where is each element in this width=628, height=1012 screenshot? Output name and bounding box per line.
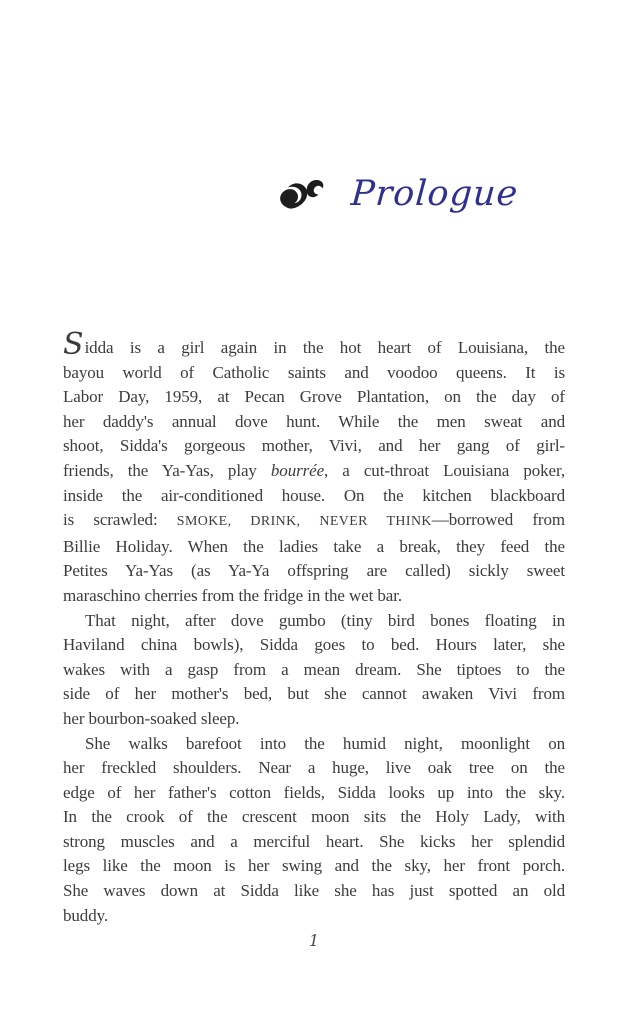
- text-segment: edge of her father's cotton fields, Sidda looks up into the sky.: [63, 782, 565, 802]
- text-line: [63, 854, 565, 879]
- text-segment: buddy.: [63, 905, 109, 925]
- text-segment: shoot, Sidda's gorgeous mother, Vivi, and her gang of girl-: [63, 436, 565, 456]
- text-segment: She walks barefoot into the humid night, moonlight on: [85, 733, 565, 753]
- text-segment: her daddy's annual dove hunt. While the men sweat and: [63, 411, 565, 431]
- italic-text: bourrée: [270, 460, 325, 480]
- chapter-title: Prologue: [349, 174, 520, 214]
- text-segment: Haviland china bowls), Sidda goes to bed. Hours later, she: [63, 635, 565, 655]
- text-segment: That night, after dove gumbo (tiny bird bones floating in: [85, 610, 565, 630]
- text-line: [63, 484, 565, 509]
- text-line: [63, 682, 565, 707]
- text-line: [63, 459, 565, 484]
- text-line: [63, 385, 565, 410]
- text-segment: legs like the moon is her swing and the sky, her front porch.: [63, 856, 565, 876]
- text-line: [63, 732, 565, 757]
- text-line: [63, 904, 565, 929]
- paragraph: [63, 609, 565, 732]
- paragraph: [63, 732, 565, 929]
- text-line: [63, 879, 565, 904]
- text-segment: Petites Ya-Yas (as Ya-Ya offspring are called) sickly sweet: [63, 561, 565, 581]
- text-segment: her bourbon-soaked sleep.: [63, 708, 240, 728]
- text-line: [63, 707, 565, 732]
- fleuron-leaf-ornament-icon: [277, 177, 325, 215]
- text-segment: bayou world of Catholic saints and voodoo queens. It is: [63, 362, 565, 382]
- text-line: [63, 559, 565, 584]
- text-line: [63, 609, 565, 634]
- text-line: [63, 633, 565, 658]
- text-segment: friends, the Ya-Yas, play: [63, 460, 271, 480]
- text-segment: strong muscles and a merciful heart. She kicks her splendid: [63, 831, 565, 851]
- text-segment: idda is a girl again in the hot heart of Louisiana, the: [84, 338, 565, 357]
- text-line: [63, 508, 565, 535]
- chapter-header: [0, 163, 518, 225]
- page-number: 1: [308, 931, 320, 950]
- text-line: [63, 830, 565, 855]
- text-segment: her freckled shoulders. Near a huge, live oak tree on the: [63, 758, 565, 778]
- text-segment: maraschino cherries from the fridge in the wet bar.: [63, 585, 403, 605]
- text-segment: In the crook of the crescent moon sits the Holy Lady, with: [63, 807, 565, 827]
- text-line: [63, 327, 565, 362]
- drop-cap-initial: S: [63, 327, 84, 362]
- text-segment: is scrawled:: [63, 510, 177, 530]
- body-text: [63, 327, 565, 928]
- text-segment: She waves down at Sidda like she has just spotted an old: [63, 881, 565, 901]
- text-line: [63, 781, 565, 806]
- text-line: [63, 805, 565, 830]
- text-segment: , a cut-throat Louisiana poker,: [324, 460, 565, 480]
- text-line: [63, 535, 565, 560]
- text-line: [63, 658, 565, 683]
- text-segment: wakes with a gasp from a mean dream. She tiptoes to the: [63, 659, 565, 679]
- text-line: [63, 410, 565, 435]
- text-line: [63, 361, 565, 386]
- text-line: [63, 584, 565, 609]
- text-segment: Billie Holiday. When the ladies take a break, they feed the: [63, 536, 565, 556]
- text-segment: Labor Day, 1959, at Pecan Grove Plantation, on the day of: [63, 387, 565, 407]
- smallcaps-text: SMOKE, DRINK, NEVER THINK: [176, 514, 432, 530]
- text-line: [63, 756, 565, 781]
- text-segment: side of her mother's bed, but she cannot awaken Vivi from: [63, 684, 565, 704]
- text-line: [63, 434, 565, 459]
- text-segment: inside the air-conditioned house. On the kitchen blackboard: [63, 485, 565, 505]
- text-segment: —borrowed from: [431, 510, 565, 530]
- paragraph: [63, 327, 565, 609]
